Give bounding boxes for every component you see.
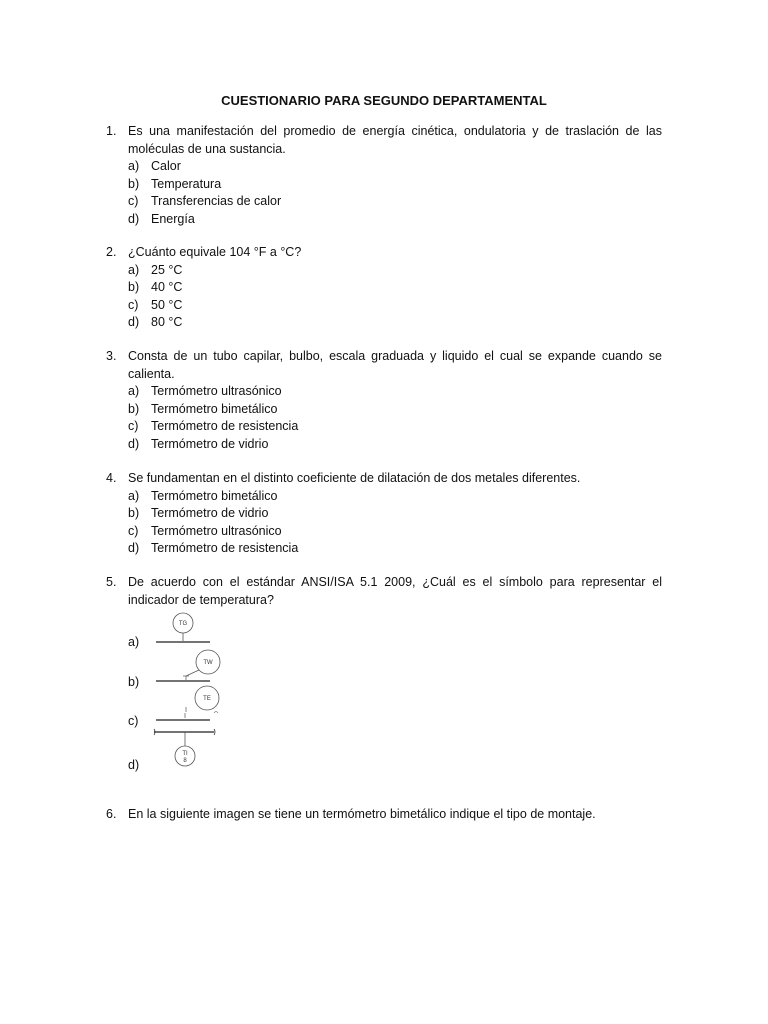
option-text: Termómetro bimetálico [151,401,278,416]
symbol-d-temperature-indicator [154,729,215,766]
option-label: c) [128,194,139,208]
option-text: Calor [151,159,181,173]
option-text: Transferencias de calor [151,194,282,208]
option-text: 40 °C [151,280,183,294]
option-label: d) [128,211,140,226]
question-5 [106,574,662,609]
option-label: d) [128,315,140,329]
question-number: 1. [106,124,117,138]
option-text: Termómetro de vidrio [151,506,269,520]
symbol-c-temperature-element [156,686,219,720]
option-a [128,158,662,176]
option-a [128,488,662,506]
symbol-option-label: b) [128,675,140,689]
question-3 [106,348,662,453]
question-text: Se fundamentan en el distinto coeficiente de dilatación de dos metales diferentes. [128,471,581,485]
option-text: Termómetro ultrasónico [151,523,282,538]
question-number: 2. [106,245,117,259]
question-4 [106,470,662,558]
symbol-tag: TG [178,621,188,627]
question-2 [106,244,662,332]
option-c [128,418,662,436]
question-number: 3. [106,349,117,363]
option-label: b) [128,401,140,416]
options-list [106,158,662,228]
option-c [128,193,662,211]
question-text: ¿Cuánto equivale 104 °F a °C? [128,245,302,259]
option-b [128,176,662,194]
option-text: Termómetro de resistencia [151,541,299,555]
options-list [106,383,662,453]
isa-symbol-options [128,610,248,780]
option-d [128,314,662,332]
option-text: Termómetro de resistencia [151,419,299,433]
option-text: 25 °C [151,262,183,277]
option-text: 50 °C [151,297,183,312]
option-label: c) [128,419,139,433]
option-label: b) [128,280,140,294]
option-label: a) [128,262,140,277]
options-list [106,488,662,558]
option-b [128,401,662,419]
question-text: Es una manifestación del promedio de energía cinética, ondulatoria y de traslación de las moléculas de una sustancia. [128,124,662,156]
question-number: 4. [106,471,117,485]
question-number: 6. [106,807,117,821]
option-c [128,297,662,315]
symbol-subtag: 8 [183,758,187,764]
option-text: Termómetro de vidrio [151,436,269,451]
option-label: a) [128,159,140,173]
option-label: b) [128,506,140,520]
option-label: d) [128,436,140,451]
option-label: a) [128,488,140,503]
option-c [128,523,662,541]
symbol-option-label: a) [128,635,140,649]
option-text: Termómetro bimetálico [151,488,278,503]
option-b [128,279,662,297]
option-label: b) [128,176,140,191]
option-b [128,505,662,523]
option-d [128,211,662,229]
question-6 [106,806,662,824]
symbol-option-label: c) [128,714,139,728]
option-label: c) [128,523,139,538]
option-label: c) [128,297,139,312]
option-label: a) [128,384,140,398]
option-a [128,262,662,280]
option-text: Temperatura [151,176,222,191]
option-text: Energía [151,211,195,226]
symbol-tag: TI [182,751,188,757]
option-label: d) [128,541,140,555]
option-a [128,383,662,401]
isa-symbols-drawing [150,610,250,780]
symbol-tag: TE [203,696,211,702]
option-text: Termómetro ultrasónico [151,384,282,398]
symbol-option-label: d) [128,758,140,772]
option-d [128,436,662,454]
question-text: De acuerdo con el estándar ANSI/ISA 5.1 2009, ¿Cuál es el símbolo para representar el indicador de temperatura? [128,575,662,607]
question-text: En la siguiente imagen se tiene un termómetro bimetálico indique el tipo de montaje. [128,807,596,821]
option-text: 80 °C [151,315,183,329]
question-number: 5. [106,575,117,589]
question-text: Consta de un tubo capilar, bulbo, escala graduada y liquido el cual se expande cuando se calienta. [128,349,662,381]
option-d [128,540,662,558]
question-1 [106,123,662,228]
symbol-a-temperature-gauge [156,613,210,642]
symbol-b-thermowell [156,650,220,681]
options-list [106,262,662,332]
page-title: CUESTIONARIO PARA SEGUNDO DEPARTAMENTAL [221,93,547,108]
symbol-tag: TW [203,660,213,666]
